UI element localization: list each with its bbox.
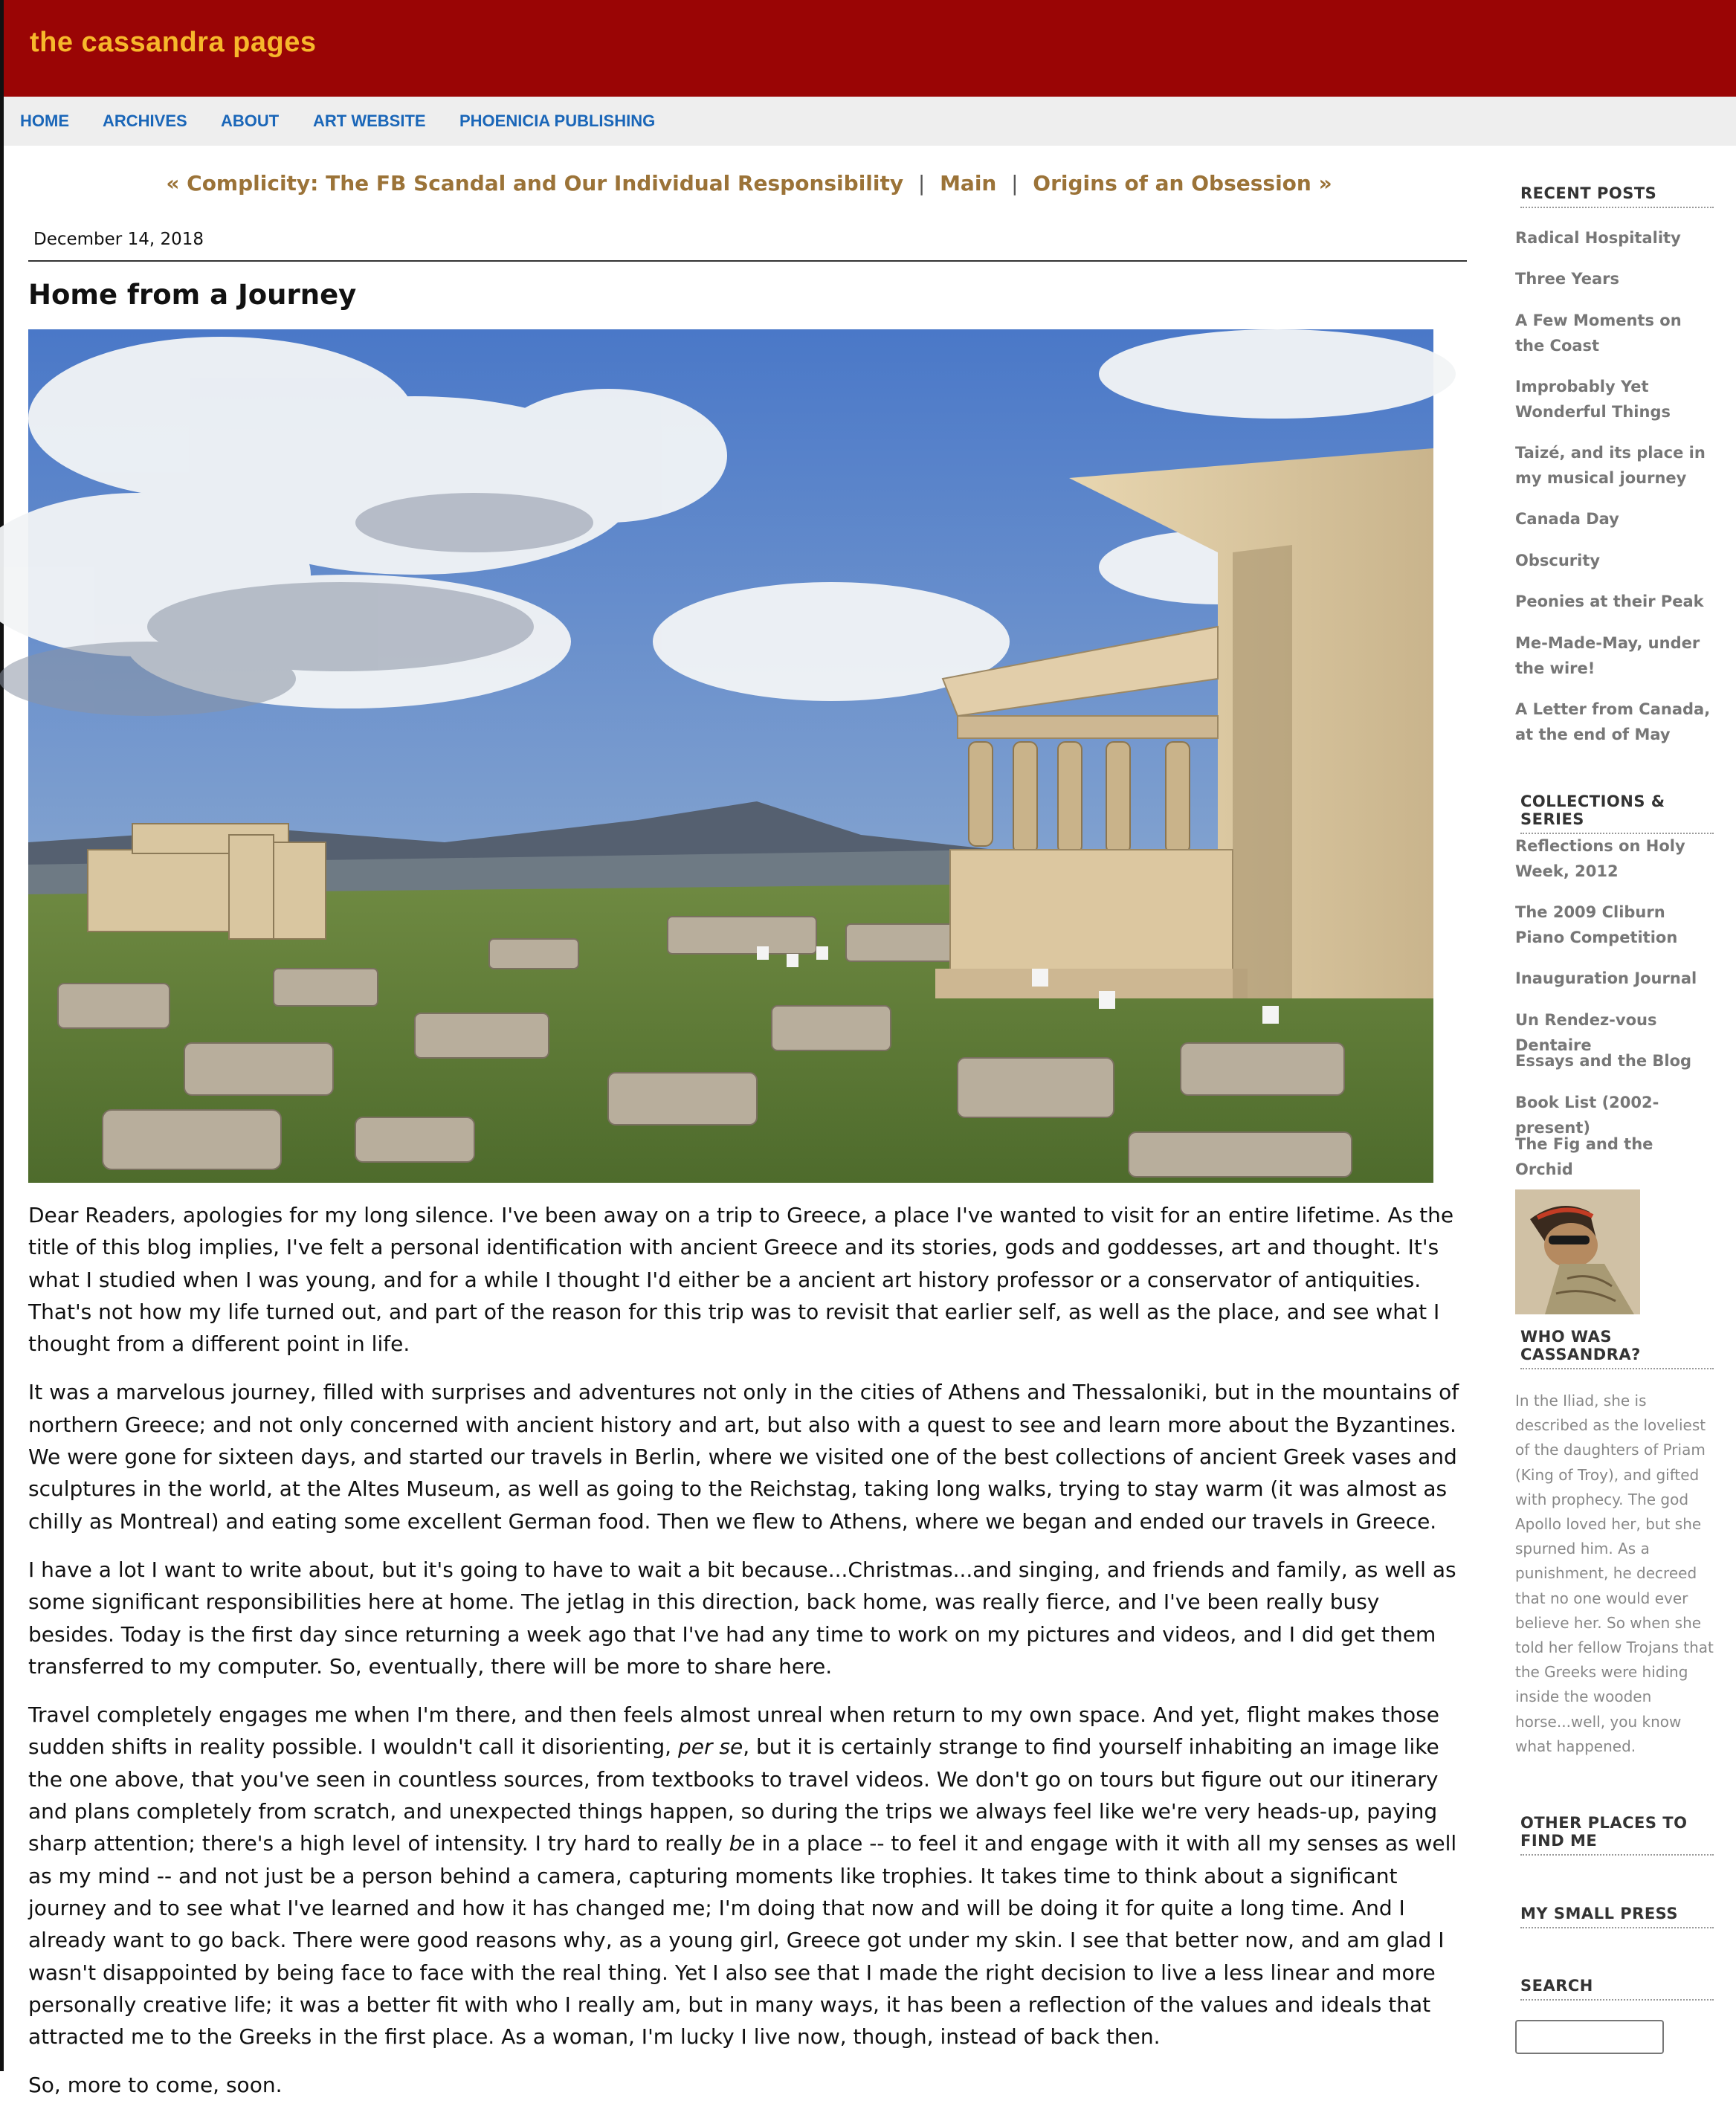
nav-phoenicia-publishing[interactable]: PHOENICIA PUBLISHING xyxy=(459,112,656,130)
recent-post-link[interactable]: Me-Made-May, under the wire! xyxy=(1515,634,1700,677)
acropolis-photo xyxy=(28,329,1433,1183)
date-divider xyxy=(28,260,1467,262)
recent-post-link[interactable]: A Letter from Canada, at the end of May xyxy=(1515,700,1711,743)
collection-link[interactable]: Book List (2002-present) xyxy=(1515,1094,1659,1137)
collection-link[interactable]: The Fig and the Orchid xyxy=(1515,1135,1653,1178)
recent-post-link[interactable]: Radical Hospitality xyxy=(1515,229,1681,247)
nav-home[interactable]: HOME xyxy=(20,112,69,130)
search-input[interactable] xyxy=(1515,2020,1664,2054)
emphasis: be xyxy=(729,1831,755,1856)
nav-about[interactable]: ABOUT xyxy=(221,112,280,130)
separator: | xyxy=(917,171,926,196)
cassandra-fresco-image[interactable] xyxy=(1515,1189,1640,1314)
site-title[interactable]: the cassandra pages xyxy=(30,27,317,58)
site-banner xyxy=(4,0,1736,97)
post-title: Home from a Journey xyxy=(28,279,357,311)
main-nav xyxy=(4,97,1736,146)
text-run: in a place -- to feel it and engage with it with all my senses as well as my mind -- and not just be a person behind a camera, capturing moments like trophies. It takes time to think about a significant journey and to see what I've learned and how it has changed me; I'm doing that now and will be doing it for quite a long time. And I already want to go back. There were good reasons why, as a young girl, Greece got under my skin. I see that better now, and am glad I wasn't disappointed by being face to face with the real thing. Yet I also see that I made the right decision to live a less linear and more personally creative life; it was a better fit with who I really am, but in many ways, it has been a reflection of the values and ideals that attracted me to the Greeks in the first place. As a woman, I'm lucky I live now, though, instead of back then. xyxy=(28,1831,1457,2050)
text-run: , but it is certainly strange to find yourself inhabiting an image like the one above, that you've seen in countless sources, from textbooks to travel videos. We don't go on tours but figure out our itinerary and plans completely from scratch, and unexpected things happen, so during the trips we always feel like we're very heads-up, paying sharp attention; there's a high level of intensity. I try hard to really xyxy=(28,1734,1439,1856)
collection-link[interactable]: Reflections on Holy Week, 2012 xyxy=(1515,837,1685,880)
cassandra-bio: In the Iliad, she is described as the loveliest of the daughters of Priam (King of Troy), and gifted with prophecy. The god Apollo loved her, but she spurned him. As a punishment, he decreed that no one would ever believe her. So when she told her fellow Trojans that the Greeks were hiding inside the wooden horse...well, you know what happened. xyxy=(1515,1392,1714,1755)
nav-art-website[interactable]: ART WEBSITE xyxy=(313,112,426,130)
post-navigation xyxy=(30,171,1468,196)
recent-post-link[interactable]: Improbably Yet Wonderful Things xyxy=(1515,378,1671,421)
post-body xyxy=(28,1199,1471,2118)
left-border xyxy=(0,0,4,2071)
nav-archives[interactable]: ARCHIVES xyxy=(103,112,187,130)
post-paragraph: I have a lot I want to write about, but it's going to have to wait a bit because...Christmas...and singing, and friends and family, as well as some significant responsibilities here at home. The jetlag in this direction, back home, was really fierce, and I've been really busy besides. Today is the first day since returning a week ago that I've had any time to work on my pictures and videos, and I did get them transferred to my computer. So, eventually, there will be more to share here. xyxy=(28,1557,1456,1679)
post-paragraph: Dear Readers, apologies for my long silence. I've been away on a trip to Greece, a place I've wanted to visit for an entire lifetime. As the title of this blog implies, I've felt a personal identification with ancient Greece and its stories, gods and goddesses, art and thought. It's what I studied when I was young, and for a while I thought I'd either be a ancient art history professor or a conservator of antiquities. That's not how my life turned out, and part of the reason for this trip was to revisit that earlier self, as well as the place, and see what I thought from a different point in life. xyxy=(28,1203,1454,1357)
recent-post-link[interactable]: A Few Moments on the Coast xyxy=(1515,311,1682,355)
recent-post-link[interactable]: Obscurity xyxy=(1515,552,1601,569)
collection-link[interactable]: Inauguration Journal xyxy=(1515,969,1697,987)
next-post-link[interactable]: Origins of an Obsession » xyxy=(1033,171,1332,196)
small-press-heading: MY SMALL PRESS xyxy=(1520,1905,1714,1928)
emphasis: per se xyxy=(677,1734,743,1760)
collection-link[interactable]: The 2009 Cliburn Piano Competition xyxy=(1515,903,1678,946)
collections-heading: COLLECTIONS & SERIES xyxy=(1520,792,1714,834)
collection-link[interactable]: Un Rendez-vous Dentaire xyxy=(1515,1011,1657,1054)
text-run: Travel completely engages me when I'm there, and then feels almost unreal when return to my own space. And yet, flight makes those sudden shifts in reality possible. I wouldn't call it disorienting, xyxy=(28,1702,1439,1760)
recent-post-link[interactable]: Taizé, and its place in my musical journey xyxy=(1515,444,1706,487)
who-was-cassandra-heading: WHO WAS CASSANDRA? xyxy=(1520,1328,1714,1369)
post-paragraph: So, more to come, soon. xyxy=(28,2073,283,2098)
post-paragraph: It was a marvelous journey, filled with surprises and adventures not only in the cities of Athens and Thessaloniki, but in the mountains of northern Greece; and not only concerned with ancient history and art, but also with a quest to see and learn more about the Byzantines. We were gone for sixteen days, and started our travels in Berlin, where we visited one of the best collections of ancient Greek vases and sculptures in the world, at the Altes Museum, as well as going to the Reichstag, taking long walks, trying to stay warm (it was almost as chilly as Montreal) and eating some excellent German food. Then we flew to Athens, where we began and ended our travels in Greece. xyxy=(28,1380,1459,1534)
post-paragraph xyxy=(28,1699,1471,2053)
collection-link[interactable]: Essays and the Blog xyxy=(1515,1052,1692,1070)
recent-post-link[interactable]: Three Years xyxy=(1515,270,1619,288)
recent-posts-heading: RECENT POSTS xyxy=(1520,184,1714,208)
recent-post-link[interactable]: Canada Day xyxy=(1515,510,1619,528)
separator: | xyxy=(1011,171,1019,196)
post-date: December 14, 2018 xyxy=(33,230,204,249)
main-link[interactable]: Main xyxy=(940,171,997,196)
previous-post-link[interactable]: « Complicity: The FB Scandal and Our Individual Responsibility xyxy=(166,171,904,196)
recent-post-link[interactable]: Peonies at their Peak xyxy=(1515,593,1704,610)
other-places-heading: OTHER PLACES TO FIND ME xyxy=(1520,1814,1714,1856)
search-heading: SEARCH xyxy=(1520,1977,1714,2001)
